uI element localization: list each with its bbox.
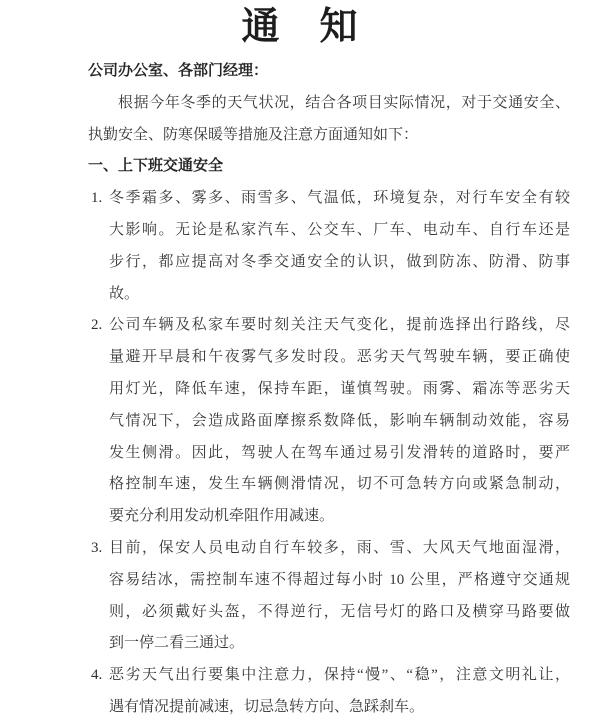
item-text-line: 容易结冰，需控制车速不得超过每小时 10 公里，严格遵守交通规 <box>109 571 570 588</box>
item-text <box>109 183 570 310</box>
item-number: 3. <box>91 539 103 556</box>
notice-list <box>88 183 570 723</box>
item-text <box>109 660 570 723</box>
list-item <box>88 310 570 533</box>
list-item <box>88 183 570 310</box>
item-number: 2. <box>91 317 103 334</box>
item-text-line: 恶劣天气出行要集中注意力，保持“慢”、“稳”，注意文明礼让， <box>109 667 570 684</box>
item-text-line: 量避开早晨和午夜雾气多发时段。恶劣天气驾驶车辆，要正确使 <box>109 349 570 366</box>
list-item <box>88 660 570 723</box>
greeting-line: 公司办公室、各部门经理： <box>88 63 269 79</box>
item-text-line: 遇有情况提前减速，切忌急转方向、急踩刹车。 <box>109 698 425 715</box>
document-title: 通 知 <box>241 6 359 48</box>
intro-line: 根据今年冬季的天气状况，结合各项目实际情况，对于交通安全、 <box>118 94 570 111</box>
intro-line: 执勤安全、防寒保暖等措施及注意方面通知如下： <box>88 126 419 143</box>
item-text-line: 要充分利用发动机牵阻作用减速。 <box>109 508 335 525</box>
item-text-line: 大影响。无论是私家汽车、公交车、厂车、电动车、自行车还是 <box>109 221 570 238</box>
item-text-line: 格控制车速，发生车辆侧滑情况，切不可急转方向或紧急制动， <box>109 476 570 493</box>
item-text-line: 则，必须戴好头盔，不得逆行，无信号灯的路口及横穿马路要做 <box>109 603 570 620</box>
item-number: 4. <box>91 667 103 684</box>
item-text-line: 气情况下，会造成路面摩擦系数降低，影响车辆制动效能，容易 <box>109 412 570 429</box>
item-text-line: 目前，保安人员电动自行车较多，雨、雪、大风天气地面湿滑， <box>109 539 570 556</box>
item-text-line: 步行，都应提高对冬季交通安全的认识，做到防冻、防滑、防事 <box>109 253 570 270</box>
item-text-line: 到一停二看三通过。 <box>109 635 245 652</box>
item-text <box>109 310 570 533</box>
item-text <box>109 533 570 660</box>
item-text-line: 冬季霜多、雾多、雨雪多、气温低，环境复杂，对行车安全有较 <box>109 190 570 207</box>
item-number: 1. <box>91 190 103 207</box>
section-heading: 一、上下班交通安全 <box>88 158 224 175</box>
item-text-line: 发生侧滑。因此，驾驶人在驾车通过易引发滑转的道路时，要严 <box>109 444 570 461</box>
document-body <box>0 56 600 723</box>
item-text-line: 故。 <box>109 285 140 302</box>
list-item <box>88 533 570 660</box>
item-text-line: 公司车辆及私家车要时刻关注天气变化，提前选择出行路线，尽 <box>109 317 570 334</box>
item-text-line: 用灯光，降低车速，保持车距，谨慎驾驶。雨雾、霜冻等恶劣天 <box>109 380 570 397</box>
